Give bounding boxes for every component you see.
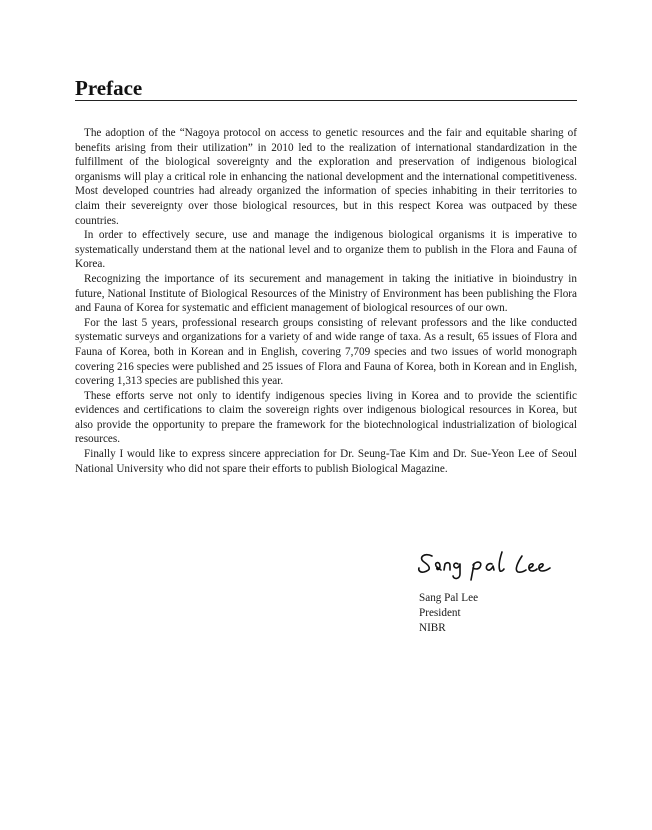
signature-block — [419, 591, 478, 635]
paragraph: For the last 5 years, professional research groups consisting of relevant professors and the like conducted systematic surveys and organizations for a variety of and wide range of taxa. As a result, 65 issues of Flora and Fauna of Korea, both in Korean and in English, covering 7,709 species and two issues of world monograph covering 216 species were published and 25 issues of Flora and Fauna of Korea, both in Korean and in English, covering 1,313 species are published this year. — [75, 316, 577, 388]
paragraph: Finally I would like to express sincere appreciation for Dr. Seung-Tae Kim and Dr. Sue-Yeon Lee of Seoul National University who did not spare their efforts to publish Biological Magazine. — [75, 448, 577, 475]
signatory-position: President — [419, 606, 461, 619]
page-title: Preface — [75, 76, 143, 100]
preface-body — [75, 126, 577, 476]
signatory-organization: NIBR — [419, 621, 446, 634]
paragraph: In order to effectively secure, use and manage the indigenous biological organisms it is imperative to systematically understand them at the national level and to organize them to publish in the Flora and Fauna of Korea. — [75, 229, 577, 271]
paragraph: These efforts serve not only to identify indigenous species living in Korea and to provide the scientific evidences and certifications to claim the sovereign rights over indigenous biological resources in Korea, but also provide the opportunity to prepare the framework for the biotechnological industrialization of biological resources. — [75, 389, 577, 446]
handwritten-signature — [414, 544, 574, 584]
signatory-name: Sang Pal Lee — [419, 592, 479, 604]
paragraph: Recognizing the importance of its securement and management in taking the initiative in bioindustry in future, National Institute of Biological Resources of the Ministry of Environment has been publishing the Flora and Fauna of Korea for systematic and efficient management of biological resources of our own. — [75, 272, 577, 315]
paragraph: The adoption of the “Nagoya protocol on access to genetic resources and the fair and equitable sharing of benefits arising from their utilization” in 2010 led to the realization of international standardization in the fulfillment of the biological sovereignty and the exploration and preservation of indigenous biological organisms will play a critical role in enhancing the national development and the international competitiveness. Most developed countries had already organized the information of species inhabiting in their territories to claim their severeignty over those biological resources, but in this respect Korea was outpaced by these countries. — [75, 127, 577, 227]
title-rule — [75, 100, 577, 101]
